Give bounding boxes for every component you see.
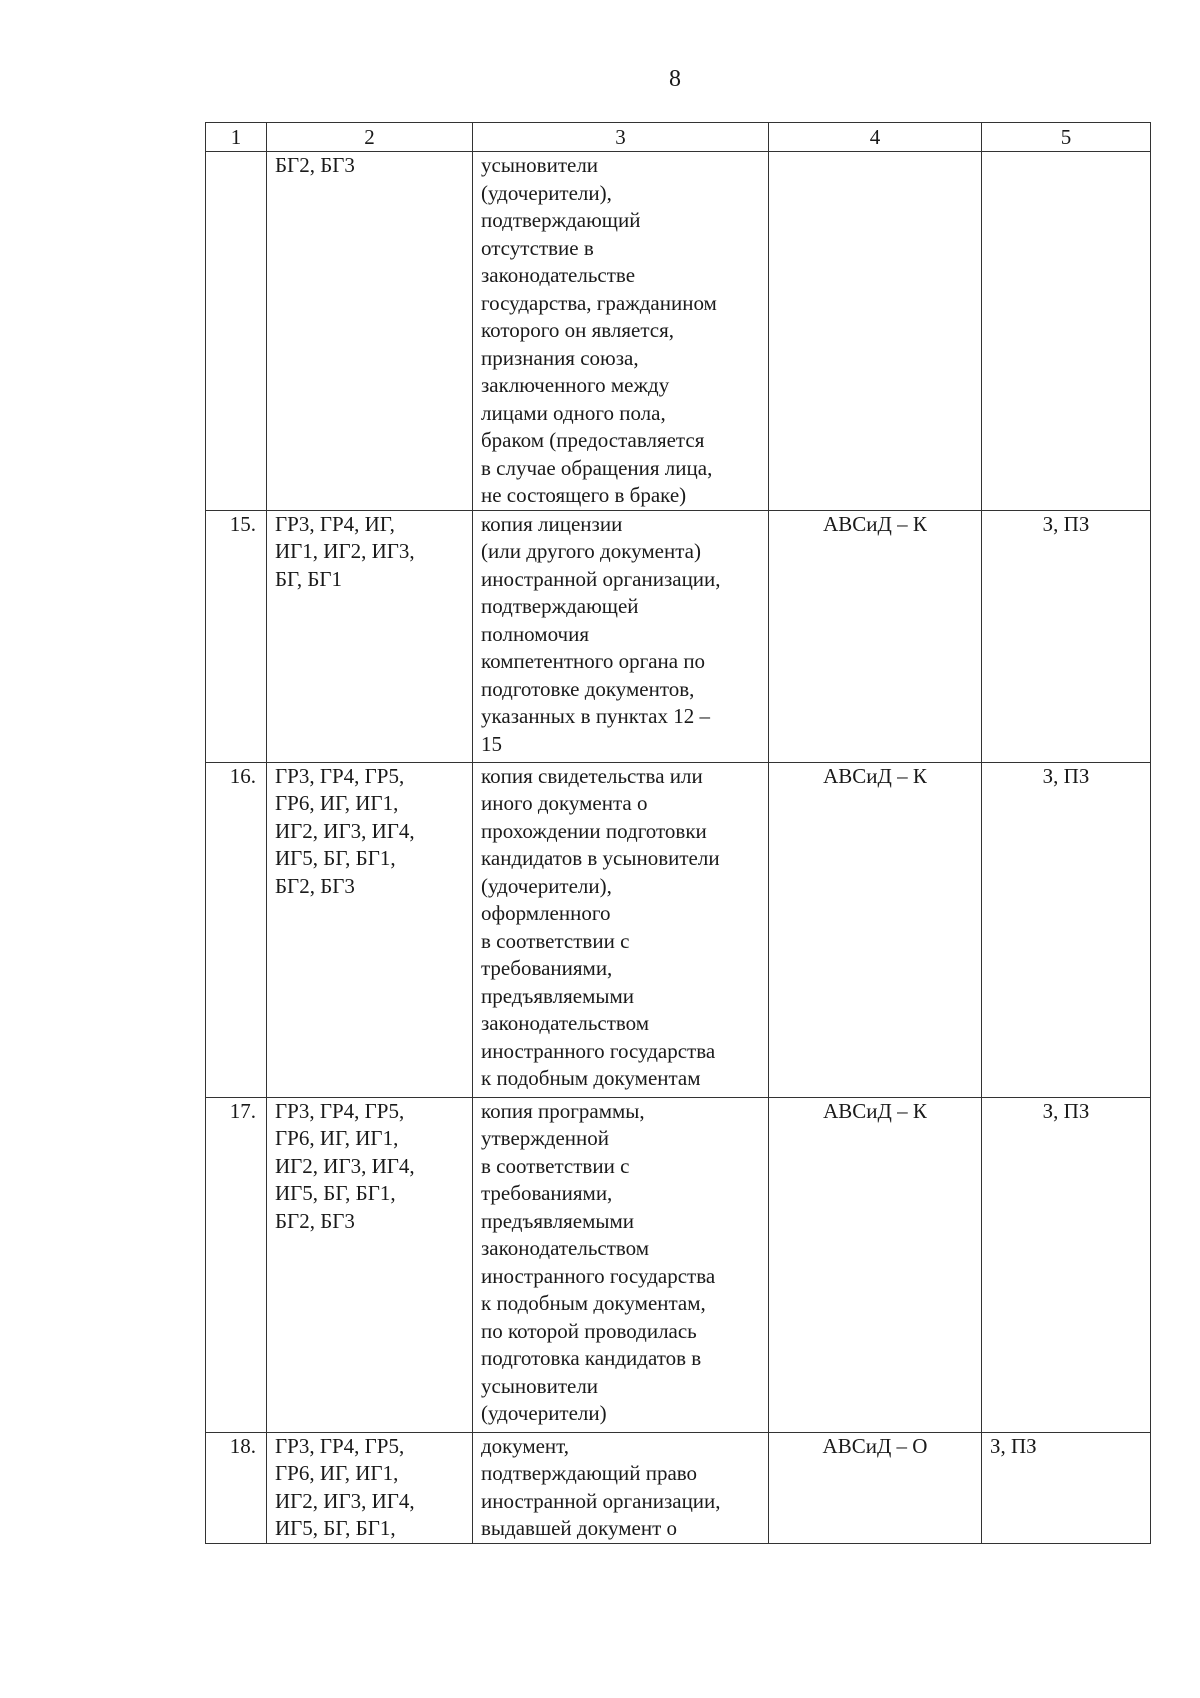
row-number [206, 152, 267, 511]
applicant-groups: ГР3, ГР4, ГР5, ГР6, ИГ, ИГ1, ИГ2, ИГ3, ИГ4, ИГ5, БГ, БГ1, БГ2, БГ3 [267, 1097, 473, 1432]
table-row [206, 152, 1151, 511]
table-row [206, 510, 1151, 762]
table-row [206, 762, 1151, 1097]
source-code: АВСиД – К [769, 510, 982, 762]
source-code [769, 152, 982, 511]
row-number: 17. [206, 1097, 267, 1432]
document-description: усыновители (удочерители), подтверждающий отсутствие в законодательстве государства, гражданином которого он является, признания союза, заключенного между лицами одного пола, браком (предоставляется в случае обращения лица, не состоящего в браке) [473, 152, 769, 511]
column-header: 5 [982, 123, 1151, 152]
document-description: копия программы, утвержденной в соответствии с требованиями, предъявляемыми законодательством иностранного государства к подобным документам, по которой проводилась подготовка кандидатов в усыновители (удочерители) [473, 1097, 769, 1432]
table-row [206, 1432, 1151, 1543]
table-header-row [206, 123, 1151, 152]
source-code: АВСиД – К [769, 762, 982, 1097]
applicant-groups: ГР3, ГР4, ИГ, ИГ1, ИГ2, ИГ3, БГ, БГ1 [267, 510, 473, 762]
stage-code [982, 152, 1151, 511]
stage-code: З, ПЗ [982, 510, 1151, 762]
column-header: 3 [473, 123, 769, 152]
document-description: копия лицензии (или другого документа) иностранной организации, подтверждающей полномочия компетентного органа по подготовке документов, указанных в пунктах 12 – 15 [473, 510, 769, 762]
row-number: 15. [206, 510, 267, 762]
row-number: 18. [206, 1432, 267, 1543]
applicant-groups: ГР3, ГР4, ГР5, ГР6, ИГ, ИГ1, ИГ2, ИГ3, ИГ4, ИГ5, БГ, БГ1, БГ2, БГ3 [267, 762, 473, 1097]
table-row [206, 1097, 1151, 1432]
applicant-groups: ГР3, ГР4, ГР5, ГР6, ИГ, ИГ1, ИГ2, ИГ3, ИГ4, ИГ5, БГ, БГ1, [267, 1432, 473, 1543]
documents-table [205, 122, 1151, 1544]
stage-code: З, ПЗ [982, 762, 1151, 1097]
document-description: документ, подтверждающий право иностранной организации, выдавшей документ о [473, 1432, 769, 1543]
column-header: 1 [206, 123, 267, 152]
stage-code: З, ПЗ [982, 1432, 1151, 1543]
source-code: АВСиД – К [769, 1097, 982, 1432]
stage-code: З, ПЗ [982, 1097, 1151, 1432]
applicant-groups: БГ2, БГ3 [267, 152, 473, 511]
column-header: 4 [769, 123, 982, 152]
row-number: 16. [206, 762, 267, 1097]
column-header: 2 [267, 123, 473, 152]
source-code: АВСиД – О [769, 1432, 982, 1543]
page-number: 8 [669, 66, 681, 92]
document-description: копия свидетельства или иного документа о прохождении подготовки кандидатов в усыновители (удочерители), оформленного в соответствии с требованиями, предъявляемыми законодательством иностранного государства к подобным документам [473, 762, 769, 1097]
